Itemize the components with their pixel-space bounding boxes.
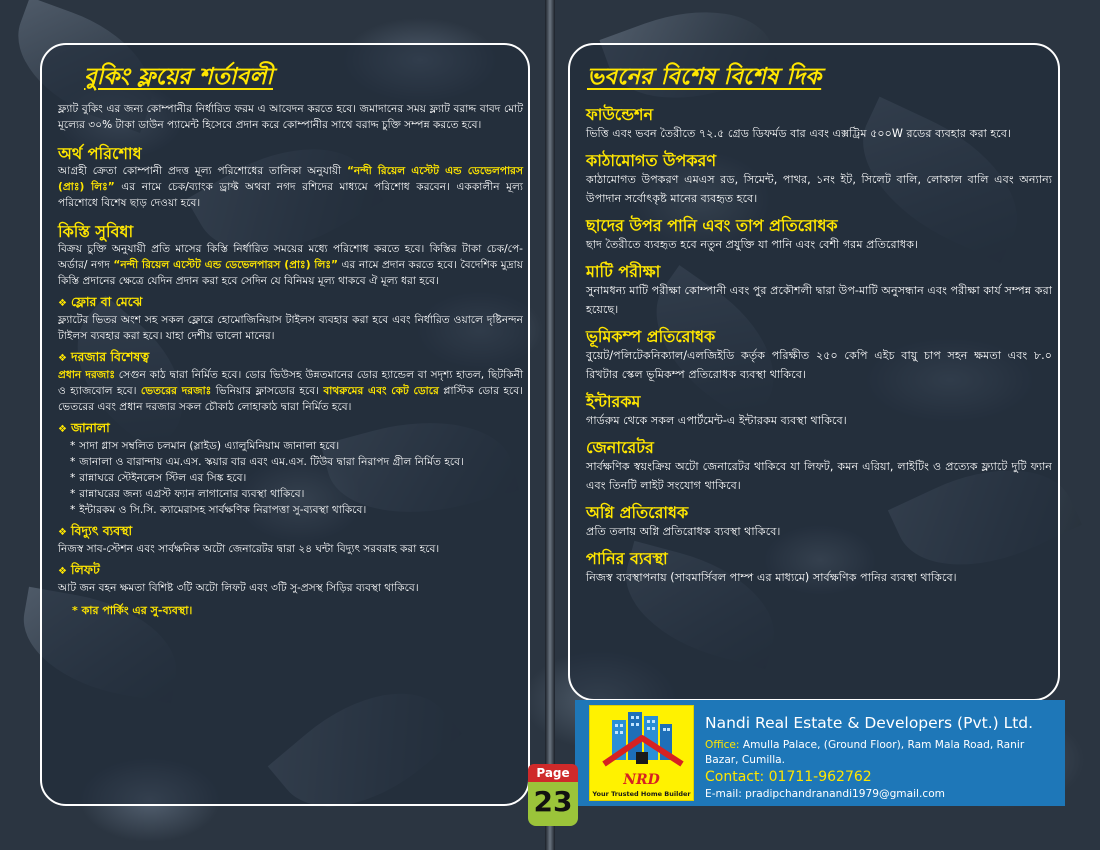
intro-paragraph: ফ্ল্যাট বুকিং এর জন্য কোম্পানীর নির্ধারিত ফরম এ আবেদন করতে হবে। জমাদানের সময় ফ্ল্যাট বরাদ্দ বাবদ মোট মূল্যের ৩০% টাকা ডাউন প্যামেন্ট হিসেবে প্রদান করে কোম্পানীর সাথে বরাদ্দ চুক্তি সম্পন্ন করতে হবে। (58, 103, 523, 131)
page-spine (545, 0, 555, 850)
feature-text: ছাদ তৈরীতে ব্যবহৃত হবে নতুন প্রযুক্তি যা পানি এবং বেশী গরম প্রতিরোধক। (586, 238, 919, 251)
feature-text: সুনামধন্য মাটি পরীক্ষা কোম্পানী এবং পুর প্রকৌশলী দ্বারা উপ-মাটি অনুসন্ধান এবং পরীক্ষা কার্য সম্পন্ন করা হয়েছে। (586, 284, 1052, 316)
building-features-title: ভবনের বিশেষ বিশেষ দিক (587, 63, 822, 90)
payment-paragraph (58, 163, 523, 211)
diamond-bullet-icon: ❖ (58, 566, 67, 577)
door-main-text: সেগুন কাঠ দ্বারা নির্মিত হবে। ডোর ভিউসহ উন্নতমানের ডোর হ্যান্ডেল বা সদৃশ্য হাতল, ছিটকিনী ও হ্যাজবোল হবে। (58, 369, 523, 397)
star-bullet-icon: * (70, 488, 76, 500)
diamond-bullet-icon: ❖ (58, 527, 67, 538)
list-item-text: রান্নাঘরের জন্য এগ্রস্ট ফ্যান লাগানোর ব্যবস্থা থাকিবে। (79, 488, 305, 500)
door-bath-label: বাথরুমের এবং কেট ডোরে (323, 385, 439, 397)
feature-heading: কাঠামোগত উপকরণ (586, 151, 717, 170)
booking-conditions-content (58, 101, 523, 621)
electricity-heading-label: বিদ্যুৎ ব্যবস্থা (70, 523, 133, 538)
email-address: E-mail: pradipchandranandi1979@gmail.com (705, 788, 945, 800)
feature-heading: ইন্টারকম (586, 392, 641, 411)
payment-text-1: আগ্রহী ক্রেতা কোম্পানী প্রদত্ত মূল্য পরিশোধের তালিকা অনুযায়ী (58, 165, 347, 177)
logo-wordmark: NRD (623, 772, 660, 788)
feature-text: গার্ডরুম থেকে সকল এপার্টমেন্ট-এ ইন্টারকম ব্যবস্থা থাকিবে। (586, 414, 847, 427)
floor-heading-label: ফ্লোর বা মেঝে (70, 294, 143, 309)
star-bullet-icon: * (70, 456, 76, 468)
star-bullet-icon: * (70, 440, 76, 452)
feature-text: ভিত্তি এবং ভবন তৈরীতে ৭২.৫ গ্রেড ডিফর্মড বার এবং এক্সট্রিম ৫০০W রডের ব্যবহার করা হবে। (586, 127, 1012, 140)
feature-text: কাঠামোগত উপকরণ এমএস রড, সিমেন্ট, পাথর, ১নং ইট, সিলেট বালি, লোকাল বালি এবং অন্যান্য উপাদান সর্বোৎকৃষ্ট মানের ব্যবহৃত হবে। (586, 173, 1052, 205)
star-bullet-icon: * (70, 504, 76, 516)
feature-heading: ফাউন্ডেশন (586, 105, 654, 124)
list-item-text: জানালা ও বারান্দায় এম.এস. স্কয়ার বার এবং এম.এস. টিউব দ্বারা নিরাপদ গ্রীল নির্মিত হবে। (79, 456, 464, 468)
booking-conditions-title: বুকিং ফ্লয়ের শর্তাবলী (84, 63, 273, 90)
window-heading-label: জানালা (70, 420, 110, 435)
payment-heading: অর্থ পরিশোধ (58, 144, 142, 163)
door-heading (58, 348, 523, 367)
booking-conditions-panel (40, 43, 530, 806)
office-label: Office: (705, 739, 740, 751)
office-address (705, 738, 1045, 768)
installment-heading: কিস্তি সুবিধা (58, 222, 134, 241)
door-paragraph (58, 367, 523, 415)
diamond-bullet-icon: ❖ (58, 424, 67, 435)
page-label: Page (528, 764, 578, 782)
window-list (58, 438, 523, 518)
list-item-text: ইন্টারকম ও সি.সি. ক্যামেরাসহ সার্বক্ষণিক নিরাপত্তা সু-ব্যবস্থা থাকিবে। (79, 504, 367, 516)
list-item-text: সাদা গ্লাস সম্বলিত চলমান (স্লাইড) এ্যালুমিনিয়াম জানালা হবে। (79, 440, 340, 452)
payment-company-name: “নন্দী রিয়েল এস্টেট এন্ড ডেভেলপারস (প্রাঃ) লিঃ” (58, 165, 523, 193)
feature-heading: মাটি পরীক্ষা (586, 262, 661, 281)
feature-heading: অগ্নি প্রতিরোধক (586, 503, 689, 522)
star-bullet-icon: * (70, 472, 76, 484)
page-number-tab (528, 764, 578, 826)
company-footer (575, 700, 1065, 806)
list-item (70, 438, 523, 454)
company-logo (589, 705, 694, 801)
feature-heading: পানির ব্যবস্থা (586, 549, 668, 568)
company-name: Nandi Real Estate & Developers (Pvt.) Ltd. (705, 714, 1034, 732)
feature-text: বুয়েট/পলিটেকনিক্যাল/এলজিইডি কর্তৃক পরিক্ষীত ২৫০ কেপি এইচ বায়ু চাপ সহন ক্ষমতা এবং ৮.০ রিখটার স্কেল ভূমিকম্প প্রতিরোধক ব্যবস্থা থাকিবে। (586, 349, 1052, 381)
installment-paragraph (58, 241, 523, 289)
payment-text-2: এর নামে চেক/ব্যাংক ড্রাফ্ট অথবা নগদ রশিদের মাধ্যমে পরিশোধ করবেন। এককালীন মূল্য পরিশোধে বিশেষ ছাড় দেওয়া হবে। (58, 181, 523, 209)
list-item (70, 502, 523, 518)
parking-note: * কার পার্কিং এর সু-ব্যবস্থা। (72, 604, 193, 617)
door-inner-label: ভেতরের দরজাঃ (140, 385, 212, 397)
list-item (70, 454, 523, 470)
floor-paragraph: ফ্ল্যাটের ভিতর অংশ সহ সকল ফ্লোরে হোমোজিনিয়াস টাইলস ব্যবহার করা হবে এবং নির্ধারিত ওয়ালে দৃষ্টিনন্দন টাইলস ব্যবহার করা হবে। যাহা দেশীয় ভালো মানের। (58, 314, 523, 342)
office-address-text: Amulla Palace, (Ground Floor), Ram Mala Road, Ranir Bazar, Cumilla. (705, 739, 1025, 766)
feature-text: সার্বক্ষণিক স্বয়ংক্রিয় অটো জেনারেটর থাকিবে যা লিফট, কমন এরিয়া, লাইটিং ও প্রত্যেক ফ্ল্যাটে দুটি ফ্যান এবং তিনটি লাইট সংযোগ থাকিবে। (586, 460, 1052, 492)
feature-text: নিজস্ব ব্যবস্থাপনায় (সাবমার্সিবল পাম্প এর মাধ্যমে) সার্বক্ষণিক পানির ব্যবস্থা থাকিবে। (586, 571, 957, 584)
diamond-bullet-icon: ❖ (58, 353, 67, 364)
page-number: 23 (533, 785, 573, 818)
feature-heading: ভূমিকম্প প্রতিরোধক (586, 327, 716, 346)
electricity-heading (58, 522, 523, 541)
building-features-content (586, 97, 1052, 587)
door-inner-text: ভিনিয়ার ফ্লাসডোর হবে। (211, 385, 324, 397)
installment-company-name: “নন্দী রিয়েল এস্টেট এন্ড ডেভেলপারস (প্রাঃ) লিঃ” (113, 259, 338, 271)
window-heading (58, 419, 523, 438)
building-features-panel (568, 43, 1060, 701)
installment-text-2: এর নামে প্রদান করতে হবে। বৈদেশিক মুদ্রায় কিস্তি প্রদানের ক্ষেত্রে যেদিন প্রদান করা হবে সেদিন যে বিনিময় মূল্য থাকবে ঐ মূল্য ধরা হবে। (58, 259, 523, 287)
feature-text: প্রতি তলায় অগ্নি প্রতিরোধক ব্যবস্থা থাকিবে। (586, 525, 781, 538)
electricity-paragraph: নিজস্ব সাব-স্টেশন এবং সার্বক্ষনিক অটো জেনারেটর দ্বারা ২৪ ঘন্টা বিদ্যুৎ সরবরাহ করা হবে। (58, 543, 440, 555)
feature-heading: জেনারেটর (586, 438, 654, 457)
feature-heading: ছাদের উপর পানি এবং তাপ প্রতিরোধক (586, 216, 838, 235)
lift-heading-label: লিফট (70, 562, 100, 577)
contact-number: Contact: 01711-962762 (705, 769, 872, 785)
floor-heading (58, 293, 523, 312)
installment-text-1: বিক্রয় চুক্তি অনুযায়ী প্রতি মাসের কিস্তি নির্ধারিত সময়ের মধ্যে পরিশোধ করতে হবে। কিস্তির টাকা চেক/পে-অর্ডার/ নগদ (58, 243, 523, 271)
list-item (70, 470, 523, 486)
list-item-text: রান্নাঘরে স্টেইনলেস স্টিল এর সিঙ্ক হবে। (79, 472, 247, 484)
door-heading-label: দরজার বিশেষত্ব (70, 349, 150, 364)
diamond-bullet-icon: ❖ (58, 298, 67, 309)
list-item (70, 486, 523, 502)
logo-tagline: Your Trusted Home Builder (592, 790, 691, 798)
door-main-label: প্রধান দরজাঃ (58, 369, 115, 381)
building-house-icon (590, 706, 695, 776)
lift-paragraph: আট জন বহন ক্ষমতা বিশিষ্ট ৩টি অটো লিফট এবং ৩টি সু-প্রসস্থ সিড়ির ব্যবস্থা থাকিবে। (58, 582, 419, 594)
door-bath-text: প্লাস্টিক ডোর হবে। ভেতরের এবং প্রধান দরজার সকল চৌকাঠ লোহাকাঠ দ্বারা নির্মিত হবে। (58, 385, 523, 413)
lift-heading (58, 561, 523, 580)
